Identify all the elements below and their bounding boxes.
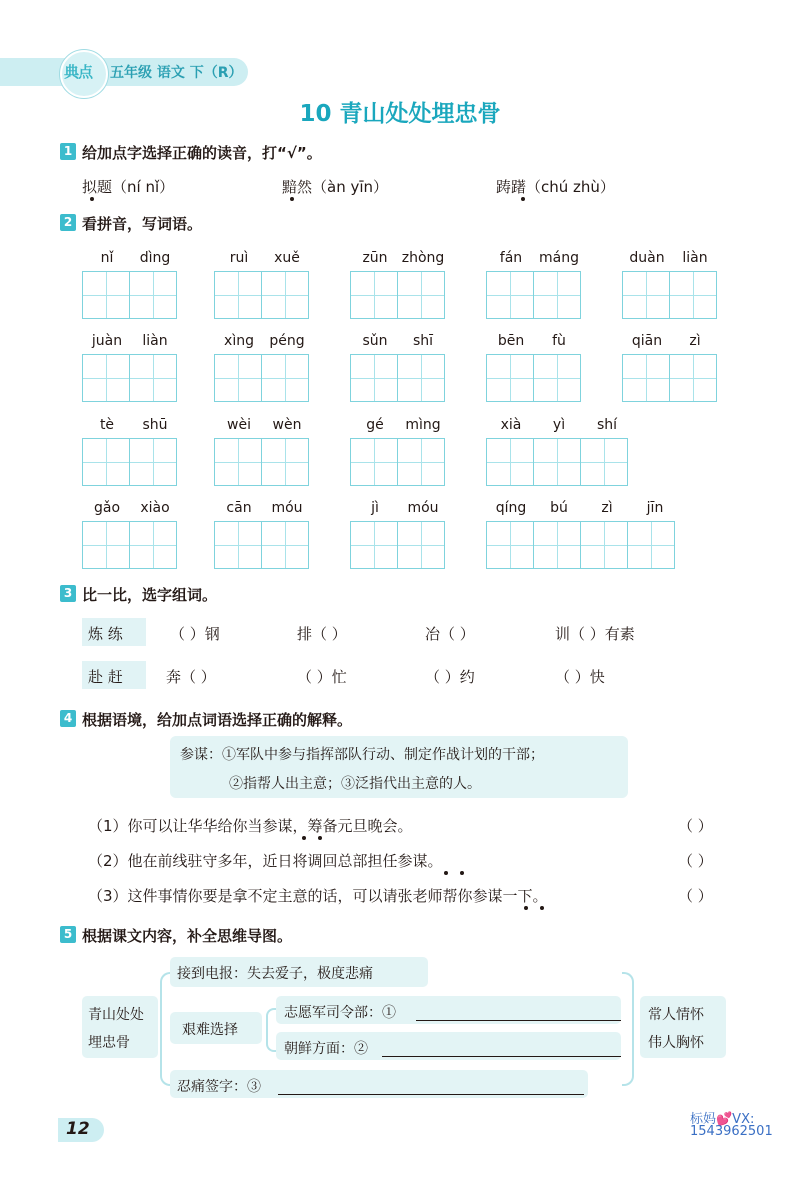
page-number: 12	[66, 1119, 90, 1139]
writing-grid	[82, 354, 176, 402]
q1-options[interactable]: （chú zhù）	[526, 178, 615, 196]
writing-grid	[486, 521, 674, 569]
emphasis-dot	[302, 836, 306, 840]
writing-cell[interactable]	[261, 521, 309, 569]
pinyin: xìng	[224, 333, 254, 349]
mindmap-sub: 志愿军司令部：①	[284, 1005, 396, 1021]
pinyin: fán	[499, 250, 523, 266]
writing-cell[interactable]	[261, 354, 309, 402]
writing-grid	[350, 354, 444, 402]
writing-cell[interactable]	[533, 438, 581, 486]
fill-blank[interactable]: （ ）快	[555, 668, 605, 686]
grade-subject-label: 五年级 语文 下（R）	[110, 65, 243, 81]
writing-cell[interactable]	[261, 271, 309, 319]
mindmap-connector	[622, 972, 634, 1086]
pinyin: móu	[407, 500, 439, 516]
writing-grid	[82, 521, 176, 569]
q1-item-2	[282, 176, 388, 197]
writing-cell[interactable]	[129, 438, 177, 486]
q1-options[interactable]: （àn yīn）	[312, 178, 389, 196]
writing-cell[interactable]	[397, 438, 445, 486]
fill-blank[interactable]: 训（ ）有素	[555, 625, 635, 643]
writing-grid	[350, 438, 444, 486]
question-number: 5	[60, 926, 76, 943]
emphasis-dot	[460, 871, 464, 875]
question-number: 1	[60, 143, 76, 160]
definition-line: 参谋：①军队中参与指挥部队行动、制定作战计划的干部；	[180, 747, 544, 763]
writing-cell[interactable]	[622, 271, 670, 319]
writing-grid	[214, 354, 308, 402]
mindmap-result-line: 伟人胸怀	[648, 1035, 704, 1051]
writing-grid	[82, 438, 176, 486]
answer-blank[interactable]: （ ）	[678, 852, 713, 870]
emphasis-dot	[444, 871, 448, 875]
mindmap-result-line: 常人情怀	[648, 1007, 704, 1023]
writing-cell[interactable]	[261, 438, 309, 486]
writing-cell[interactable]	[533, 271, 581, 319]
writing-cell[interactable]	[214, 438, 262, 486]
writing-grid	[486, 271, 580, 319]
writing-grid	[622, 354, 716, 402]
writing-grid	[214, 271, 308, 319]
pinyin: zì	[689, 333, 701, 349]
fill-blank[interactable]: 奔（ ）	[166, 668, 216, 686]
lesson-title: 10 青山处处埋忠骨	[299, 101, 501, 127]
writing-cell[interactable]	[350, 271, 398, 319]
q1-word: 黯然	[282, 178, 313, 196]
writing-cell[interactable]	[397, 521, 445, 569]
definition-line: ②指帮人出主意；③泛指代出主意的人。	[229, 776, 481, 792]
writing-cell[interactable]	[214, 521, 262, 569]
mindmap-root-line: 埋忠骨	[88, 1035, 130, 1051]
writing-cell[interactable]	[82, 354, 130, 402]
writing-cell[interactable]	[350, 521, 398, 569]
fill-blank[interactable]: （ ）约	[425, 668, 475, 686]
question-prompt: 看拼音，写词语。	[82, 215, 203, 233]
fill-blank[interactable]: （ ）忙	[297, 668, 347, 686]
q1-item-3	[496, 176, 615, 197]
pinyin: wèn	[272, 417, 302, 433]
watermark: 1543962501	[690, 1124, 773, 1139]
writing-grid	[486, 354, 580, 402]
q1-item-1	[82, 176, 174, 197]
pinyin: tè	[99, 417, 115, 433]
question-number: 2	[60, 214, 76, 231]
answer-blank[interactable]: （ ）	[678, 887, 713, 905]
writing-cell[interactable]	[622, 354, 670, 402]
emphasis-dot	[524, 906, 528, 910]
writing-cell[interactable]	[129, 271, 177, 319]
question-number: 3	[60, 585, 76, 602]
pinyin: yì	[552, 417, 566, 433]
writing-cell[interactable]	[129, 354, 177, 402]
writing-grid	[82, 271, 176, 319]
pinyin: juàn	[91, 333, 123, 349]
pinyin: ruì	[229, 250, 249, 266]
writing-cell[interactable]	[533, 354, 581, 402]
emphasis-dot	[318, 836, 322, 840]
pinyin: liàn	[682, 250, 708, 266]
sentence: （3）这件事情你要是拿不定主意的话，可以请张老师帮你参谋一下。	[88, 887, 548, 905]
pinyin: gǎo	[93, 500, 121, 516]
pinyin: cān	[226, 500, 252, 516]
writing-cell[interactable]	[397, 354, 445, 402]
q1-options[interactable]: （ní nǐ）	[112, 178, 175, 196]
writing-cell[interactable]	[486, 438, 534, 486]
writing-grid	[350, 271, 444, 319]
q1-word: 拟题	[82, 178, 113, 196]
pinyin: shī	[412, 333, 434, 349]
writing-cell[interactable]	[82, 271, 130, 319]
pinyin: shí	[596, 417, 618, 433]
pinyin: qiān	[631, 333, 663, 349]
emphasis-dot	[290, 197, 294, 201]
logo-text: 典点	[64, 63, 93, 81]
pinyin: dìng	[139, 250, 171, 266]
pinyin: mìng	[405, 417, 441, 433]
mindmap-branch: 忍痛签字：③	[177, 1079, 261, 1095]
pinyin: jì	[371, 500, 379, 516]
pinyin: zūn	[362, 250, 388, 266]
pinyin: bēn	[497, 333, 525, 349]
emphasis-dot	[90, 197, 94, 201]
writing-cell[interactable]	[669, 271, 717, 319]
question-prompt: 比一比，选字组词。	[82, 586, 218, 604]
mindmap-root-line: 青山处处	[88, 1007, 144, 1023]
char-pair: 炼 练	[88, 625, 123, 643]
answer-line[interactable]	[382, 1055, 621, 1057]
pinyin: zhòng	[401, 250, 445, 266]
question-prompt: 根据语境，给加点词语选择正确的解释。	[82, 711, 353, 729]
fill-blank[interactable]: 冶（ ）	[425, 625, 475, 643]
writing-cell[interactable]	[214, 271, 262, 319]
char-pair: 赴 赶	[88, 668, 123, 686]
writing-cell[interactable]	[486, 521, 534, 569]
writing-cell[interactable]	[627, 521, 675, 569]
answer-line[interactable]	[278, 1093, 584, 1095]
writing-grid	[622, 271, 716, 319]
writing-cell[interactable]	[669, 354, 717, 402]
pinyin: bú	[550, 500, 568, 516]
writing-grid	[350, 521, 444, 569]
pinyin: xià	[500, 417, 522, 433]
watermark: 标妈💕VX:	[690, 1112, 755, 1127]
mindmap-sub: 朝鲜方面：②	[284, 1041, 368, 1057]
sentence: （2）他在前线驻守多年，近日将调回总部担任参谋。	[88, 852, 443, 870]
pinyin: jīn	[646, 500, 664, 516]
pinyin: sǔn	[362, 333, 388, 349]
writing-cell[interactable]	[397, 271, 445, 319]
pinyin: zì	[601, 500, 613, 516]
pinyin: liàn	[142, 333, 168, 349]
writing-grid	[214, 521, 308, 569]
question-number: 4	[60, 710, 76, 727]
pinyin: xiào	[140, 500, 170, 516]
writing-cell[interactable]	[214, 354, 262, 402]
writing-cell[interactable]	[129, 521, 177, 569]
emphasis-dot	[540, 906, 544, 910]
writing-cell[interactable]	[350, 438, 398, 486]
pinyin: nǐ	[100, 250, 114, 266]
writing-cell[interactable]	[82, 521, 130, 569]
fill-blank[interactable]: （ ）钢	[170, 625, 220, 643]
writing-cell[interactable]	[533, 521, 581, 569]
writing-cell[interactable]	[580, 521, 628, 569]
pinyin: xuě	[274, 250, 300, 266]
answer-line[interactable]	[416, 1019, 621, 1021]
pinyin: máng	[539, 250, 579, 266]
mindmap-branch: 接到电报：失去爱子，极度悲痛	[177, 966, 373, 982]
writing-cell[interactable]	[580, 438, 628, 486]
fill-blank[interactable]: 排（ ）	[297, 625, 347, 643]
answer-blank[interactable]: （ ）	[678, 817, 713, 835]
pinyin: gé	[366, 417, 384, 433]
pinyin: duàn	[629, 250, 665, 266]
mindmap-branch: 艰难选择	[182, 1022, 238, 1038]
pinyin: fù	[552, 333, 566, 349]
pinyin: qíng	[495, 500, 527, 516]
pinyin: móu	[271, 500, 303, 516]
pinyin: shū	[142, 417, 168, 433]
writing-cell[interactable]	[82, 438, 130, 486]
q1-word: 踌躇	[496, 178, 527, 196]
writing-cell[interactable]	[350, 354, 398, 402]
emphasis-dot	[521, 197, 525, 201]
writing-grid	[486, 438, 627, 486]
writing-cell[interactable]	[486, 271, 534, 319]
question-prompt: 给加点字选择正确的读音，打“√”。	[82, 144, 322, 162]
writing-grid	[214, 438, 308, 486]
pinyin: wèi	[227, 417, 251, 433]
pinyin: péng	[269, 333, 305, 349]
writing-cell[interactable]	[486, 354, 534, 402]
question-prompt: 根据课文内容，补全思维导图。	[82, 927, 293, 945]
sentence: （1）你可以让华华给你当参谋，筹备元旦晚会。	[88, 817, 413, 835]
